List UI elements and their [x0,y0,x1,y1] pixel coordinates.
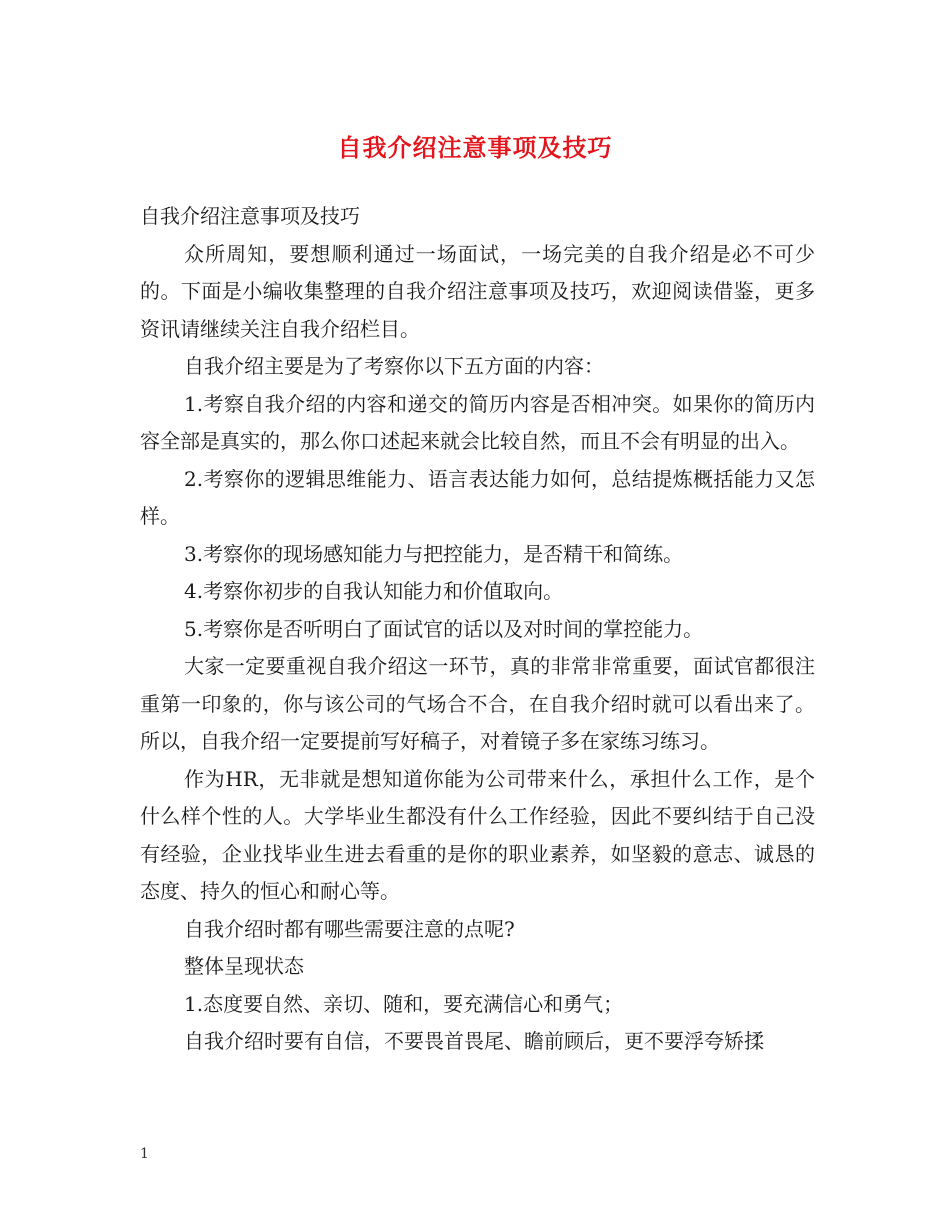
tip-item-1: 1.态度要自然、亲切、随和，要充满信心和勇气； [184,991,624,1016]
hr-paragraph: 作为HR，无非就是想知道你能为公司带来什么，承担什么工作，是个什么样个性的人。大学毕业生都没有什么工作经验，因此不要纠结于自己没有经验，企业找毕业生进去看重的是你的职业素养，如坚毅的意志、诚恳的态度、持久的恒心和耐心等。 [140,766,815,903]
document-title: 自我介绍注意事项及技巧 [337,133,613,162]
page-number: 1 [140,1146,149,1162]
aspect-item-3: 3.考察你的现场感知能力与把控能力，是否精干和简练。 [184,541,684,566]
aspect-item-4: 4.考察你初步的自我认知能力和价值取向。 [184,579,564,603]
aspect-item-1: 1.考察自我介绍的内容和递交的简历内容是否相冲突。如果你的简历内容全部是真实的，那么你口述起来就会比较自然，而且不会有明显的出入。 [140,391,815,453]
intro-paragraph: 众所周知，要想顺利通过一场面试，一场完美的自我介绍是必不可少的。下面是小编收集整理的自我介绍注意事项及技巧，欢迎阅读借鉴，更多资讯请继续关注自我介绍栏目。 [140,241,815,341]
aspect-item-2: 2.考察你的逻辑思维能力、语言表达能力如何，总结提炼概括能力又怎样。 [140,466,815,528]
question-paragraph: 自我介绍时都有哪些需要注意的点呢? [184,916,515,941]
importance-paragraph: 大家一定要重视自我介绍这一环节，真的非常非常重要，面试官都很注重第一印象的，你与该公司的气场合不合，在自我介绍时就可以看出来了。所以，自我介绍一定要提前写好稿子，对着镜子多在家练习练习。 [140,654,815,753]
tip-paragraph: 自我介绍时要有自信，不要畏首畏尾、瞻前顾后，更不要浮夸矫揉 [184,1029,764,1053]
aspects-heading: 自我介绍主要是为了考察你以下五方面的内容： [184,354,604,378]
subtitle-paragraph: 自我介绍注意事项及技巧 [140,204,360,228]
section-heading: 整体呈现状态 [184,954,304,978]
aspect-item-5: 5.考察你是否听明白了面试官的话以及对时间的掌控能力。 [184,616,704,641]
document-body [140,198,815,1061]
